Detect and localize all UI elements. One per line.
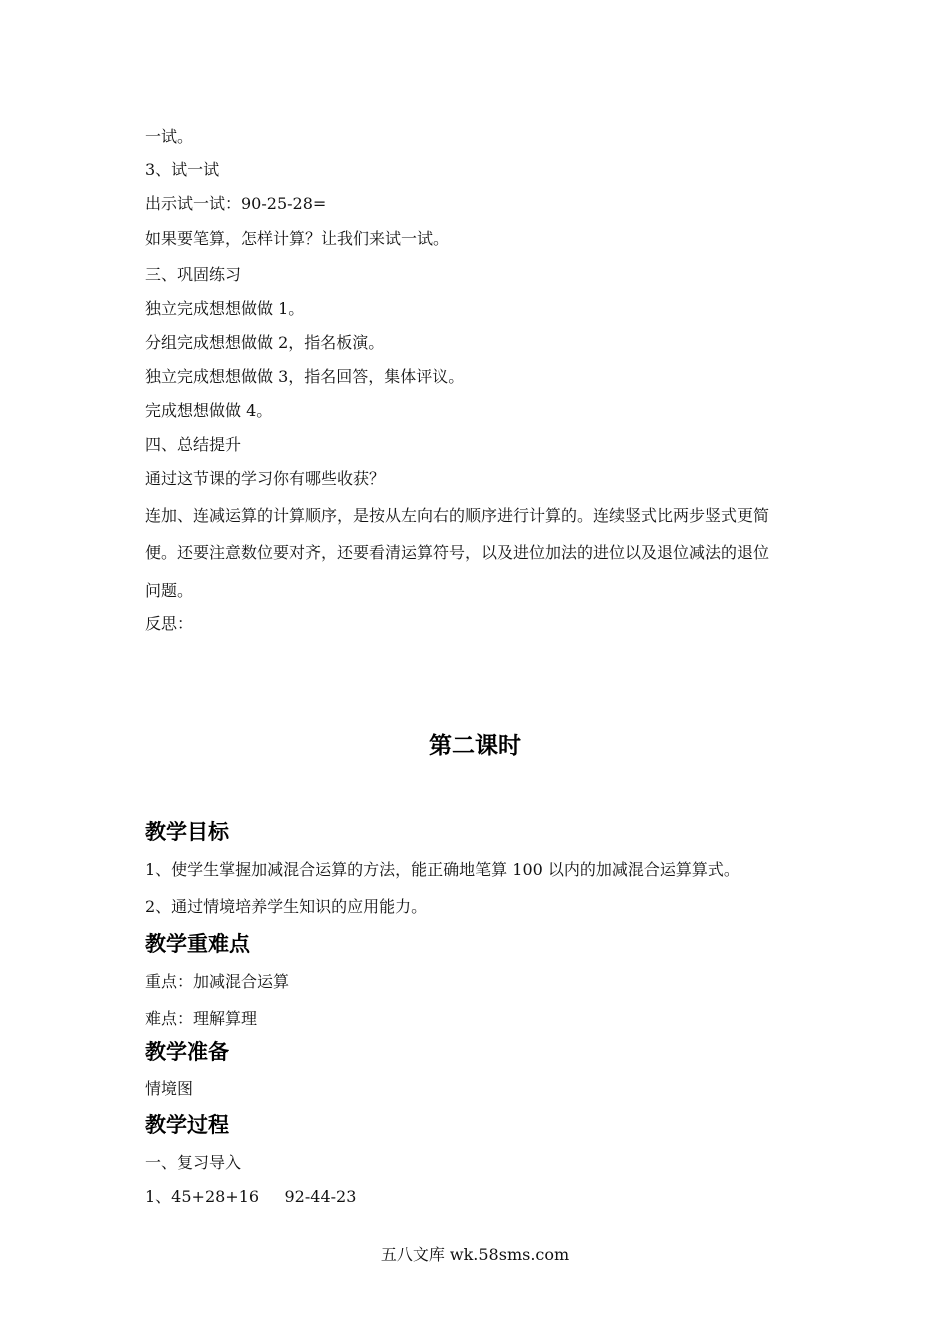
text-line: 通过这节课的学习你有哪些收获？ [145,469,386,488]
page-footer: 五八文库 wk.58sms.com [380,1245,570,1264]
text-line: 连加、连减运算的计算顺序，是按从左向右的顺序进行计算的。连续竖式比两步竖式更简 [145,506,770,525]
text-line: 出示试一试：90-25-28= [145,194,327,213]
text-line: 四、总结提升 [145,435,242,454]
text-line: 分组完成想想做做 2，指名板演。 [145,333,385,352]
text-line: 独立完成想想做做 1。 [145,299,305,318]
key-point-item: 难点：理解算理 [145,1009,258,1028]
text-line: 问题。 [145,581,194,600]
text-line: 一试。 [145,127,194,146]
goal-item: 2、通过情境培养学生知识的应用能力。 [145,897,428,916]
section-heading-goals: 教学目标 [145,820,229,844]
section-heading-prep: 教学准备 [145,1040,229,1064]
process-item: 一、复习导入 [145,1153,242,1172]
text-line: 完成想想做做 4。 [145,401,273,420]
text-line: 反思： [145,614,194,633]
text-line: 三、巩固练习 [145,265,242,284]
section-heading-key-points: 教学重难点 [145,932,250,956]
goal-item: 1、使学生掌握加减混合运算的方法，能正确地笔算 100 以内的加减混合运算算式。 [145,860,740,879]
process-item: 1、45+28+16 92-44-23 [145,1187,357,1206]
text-line: 独立完成想想做做 3，指名回答，集体评议。 [145,367,465,386]
section-heading-process: 教学过程 [145,1113,229,1137]
text-line: 便。还要注意数位要对齐，还要看清运算符号，以及进位加法的进位以及退位减法的退位 [145,543,770,562]
prep-item: 情境图 [145,1079,194,1098]
key-point-item: 重点：加减混合运算 [145,972,290,991]
lesson-title: 第二课时 [429,733,521,759]
text-line: 如果要笔算，怎样计算？让我们来试一试。 [145,229,450,248]
text-line: 3、试一试 [145,160,220,179]
